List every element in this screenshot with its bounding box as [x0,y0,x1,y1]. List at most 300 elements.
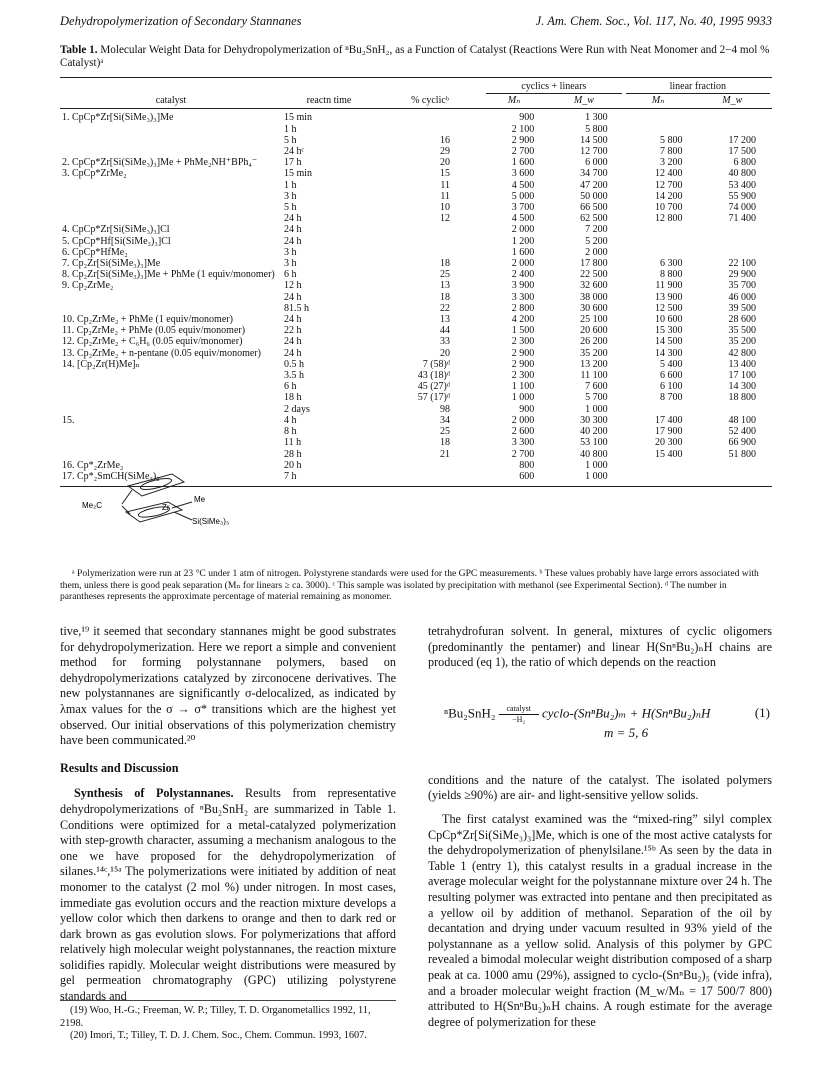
right-column [428,624,772,1030]
cell-lin-mn: 5 800 [660,134,683,146]
cell-catalyst: 13. Cp₂ZrMe₂ + n-pentane (0.05 equiv/monomer) [62,347,261,359]
cell-mn: 2 000 [511,414,535,426]
cell-cyclic: 15 [440,168,450,180]
table-row [60,292,772,303]
cell-catalyst [60,202,282,213]
table-row [60,303,772,314]
cell-lin-mn: 11 900 [655,280,683,292]
cell-lin-mw [693,236,772,247]
cell-lin-mn: 12 400 [655,168,683,180]
table-row [60,180,772,191]
cell-cyclic [376,236,484,247]
cell-time: 15 min [284,168,313,180]
table-row [60,191,772,202]
cell-mw: 26 200 [580,336,608,348]
cell-mn: 2 900 [511,134,535,146]
cell-lin-mn: 15 400 [655,448,683,460]
footnote-20: (20) Imori, T.; Tilley, T. D. J. Chem. Soc., Chem. Commun. 1993, 1607. [70,1030,367,1042]
cell-mw: 11 100 [580,370,608,382]
cell-lin-mw: 74 000 [728,202,756,214]
cell-cyclic: 29 [440,146,450,158]
cell-lin-mn: 10 700 [655,202,683,214]
cell-catalyst: 1. CpCp*Zr[Si(SiMe₃)₃]Me [62,112,174,124]
group-linear-fraction: linear fraction [624,78,772,95]
cell-cyclic: 7 (58)ᵈ [422,358,450,370]
eq-subscript-note: m = 5, 6 [604,724,649,740]
cell-mn: 600 [484,471,544,487]
cell-time: 24 hᶜ [284,146,305,158]
cell-time: 3.5 h [284,370,304,382]
cell-lin-mw: 39 500 [728,302,756,314]
cell-catalyst: 5. CpCp*Hf[Si(SiMe₃)₃]Cl [62,235,171,247]
cell-catalyst: 10. Cp₂ZrMe₂ + PhMe (1 equiv/monomer) [62,314,233,326]
table-group-header-row [60,78,772,95]
cell-lin-mn: 12 700 [655,179,683,191]
cell-time: 24 h [284,336,302,348]
cell-cyclic: 98 [440,403,450,415]
left-para-1: tive,¹⁹ it seemed that secondary stannanes might be good substrates for dehydropolymerization. Here we report a simple and convenient method for forming polystannane polymers, based on dehydropolymerizations catalyzed by zirconocene derivatives. The new polystannanes are significantly σ-delocalized, as indicated by λmax values for the σ → σ* transitions which are the highest yet observed. Our initial observations of this polymerization chemistry have been communicated.²⁰ [60,624,396,748]
cell-mn: 2 000 [511,258,535,270]
cell-lin-mn: 17 400 [655,414,683,426]
subheading: Synthesis of Polystannanes. [74,786,234,801]
cell-lin-mw: 42 800 [728,347,756,359]
cell-catalyst [60,381,282,392]
cell-time: 24 h [284,213,302,225]
eq-arrow-bottom: −H₂ [512,714,526,724]
table-row [60,124,772,135]
eq-arrow [499,705,539,724]
cell-mn: 4 500 [511,213,535,225]
cell-catalyst [60,292,282,303]
cell-lin-mw: 51 800 [728,448,756,460]
cell-lin-mw: 55 900 [728,190,756,202]
cell-mw: 25 100 [580,314,608,326]
header-journal: J. Am. Chem. Soc., Vol. 117, No. 40, 1995 9933 [535,14,772,28]
page-footnotes [60,1000,396,1043]
cell-lin-mn: 3 200 [660,157,683,169]
cell-mn: 4 500 [511,179,535,191]
cell-lin-mw: 17 500 [728,146,756,158]
cell-time: 28 h [284,448,302,460]
cell-lin-mn: 8 700 [660,392,683,404]
table-footnote: ᵃ Polymerization were run at 23 °C under 1 atm of nitrogen. Polystyrene standards were used for the GPC measurements. ᵇ These values probably have large errors associated with them, unless there is good peak separation (Mₙ for linears ≥ ca. 3000). ᶜ This sample was isolated by precipitation with methanol (see Experimental Section). ᵈ The number in parantheses represents the approximate percentage of material remaining as monomer. [60,568,759,602]
cell-catalyst [60,213,282,224]
cell-mn: 1 000 [511,392,535,404]
cell-lin-mn: 14 200 [655,190,683,202]
cell-mw: 14 500 [580,134,608,146]
cell-lin-mn: 6 300 [660,258,683,270]
cell-lin-mw: 48 100 [728,414,756,426]
cell-mw: 1 000 [585,459,608,471]
lower-cp-ring [126,502,182,522]
cell-mw: 53 100 [580,437,608,449]
table-row [60,426,772,437]
cell-lin-mw: 35 700 [728,280,756,292]
cell-lin-mn: 14 500 [655,336,683,348]
cell-mn: 3 900 [511,280,535,292]
cell-catalyst [60,135,282,146]
cell-cyclic [376,471,484,487]
cell-lin-mn: 8 800 [660,269,683,281]
cell-time: 6 h [284,381,297,393]
cell-mw: 66 500 [580,202,608,214]
cell-catalyst [60,426,282,437]
cell-time: 6 h [284,269,297,281]
cell-catalyst [60,303,282,314]
cell-lin-mn [624,124,693,135]
table-row [60,247,772,258]
cell-cyclic: 18 [440,258,450,270]
cell-mn: 4 200 [511,314,535,326]
cell-mn: 2 600 [511,426,535,438]
cell-mw: 13 200 [580,358,608,370]
header-title: Dehydropolymerization of Secondary Stannanes [60,14,302,28]
struct-zr: Zr [162,503,170,512]
cell-lin-mn [624,236,693,247]
table-row [60,415,772,426]
cell-cyclic: 13 [440,280,450,292]
data-table [60,77,772,487]
struct-si: Si(SiMe₃)₃ [192,517,230,526]
cell-lin-mw: 71 400 [728,213,756,225]
cell-mn: 2 100 [511,123,535,135]
cell-time: 24 h [284,235,302,247]
upper-cp-ring [128,474,184,496]
right-para-2: conditions and the nature of the catalyst. The isolated polymers (yields ≥90%) are air- and light-sensitive yellow solids. [428,772,772,803]
equation-1 [428,687,772,773]
catalyst-15-structure [80,468,250,530]
cell-time: 1 h [284,179,297,191]
right-para-3: The first catalyst examined was the “mixed-ring” silyl complex CpCp*Zr[Si(SiMe₃)₃]Me, which is one of the most active catalysts for the dehydropolymerization of phenylsilane.¹⁵ᵇ As seen by the data in Table 1 (entry 1), this catalyst results in a gradual increase in the average molecular weight for the polystannane mixture over 24 h. The resulting polymer was extracted into pentane and then precipitated as a yellow oil by addition of methanol. Separation of the oil by decantation and drying under vacuum resulted in 93% yield of the polystannane as a yellow solid. Analysis of this polymer by GPC revealed a bimodal molecular weight distribution composed of a sharp peak at ca. 1000 amu (29%), assigned to cyclo-(SnⁿBu₂)₅ (vide infra), and a broader molecular weight fraction (M_w/Mₙ = 17 500/7 800) attributed to H(SnⁿBu₂)ₙH chains. A rough estimate for the average degree of polymerization for these [428,811,772,1029]
cell-lin-mw: 52 400 [728,426,756,438]
cell-cyclic: 13 [440,314,450,326]
cell-mn: 1 600 [511,157,535,169]
struct-me2c: Me₂C [82,501,102,510]
cell-cyclic: 33 [440,336,450,348]
table-row [60,236,772,247]
cell-lin-mw: 35 500 [728,325,756,337]
cell-lin-mw [693,247,772,258]
cell-lin-mn: 12 500 [655,302,683,314]
cell-time: 7 h [282,471,376,487]
cell-cyclic [376,247,484,258]
cell-catalyst [60,404,282,415]
table-row [60,437,772,448]
col-header-lin-mw: M_w [693,94,772,109]
cell-lin-mw [693,471,772,487]
cell-catalyst [60,180,282,191]
cell-mw: 7 600 [585,381,608,393]
cell-lin-mn: 17 900 [655,426,683,438]
cell-catalyst: 16. Cp*₂ZrMe₂ [62,459,124,471]
cell-lin-mn [624,471,693,487]
cell-mn: 3 700 [511,202,535,214]
cell-mw: 20 600 [580,325,608,337]
cell-mw: 17 800 [580,258,608,270]
cell-mw: 1 000 [544,471,623,487]
cell-lin-mw [693,460,772,471]
table-row [60,109,772,124]
cell-mw: 30 600 [580,302,608,314]
left-para-2-text: Results from representative dehydropolymerizations of ⁿBu₂SnH₂ are summarized in Table 1. Conditions were optimized for a metal-catalyzed polymerization with step-growth character, assuming a mechanism analogous to the one we have proposed for the dehydropolymerization of silanes.¹⁴ᶜ,¹⁵ᵃ The polymerizations were initiated by addition of neat monomer to the catalyst (2 mol %) under nitrogen. In most cases, immediate gas evolution occurs and the reaction mixture develops a yellow color which then darkens to orange and then to dark red or dark brown as gas evolution slows. For polymerizations that afford relatively high molecular weight polystannanes, the reaction mixture solidifies rapidly. Molecular weight distributions were measured by gel permeation chromatography (GPC) utilizing polystyrene standards and [60,786,396,1004]
cell-lin-mw [693,124,772,135]
cell-time: 20 h [284,459,302,471]
cell-lin-mn: 6 600 [660,370,683,382]
left-column [60,624,396,1005]
cell-cyclic [376,224,484,235]
table-row [60,314,772,325]
cell-mn: 5 000 [511,190,535,202]
cell-lin-mn: 7 800 [660,146,683,158]
cell-catalyst: 7. Cp₂Zr[Si(SiMe₃)₃]Me [62,258,161,270]
cell-lin-mw: 40 800 [728,168,756,180]
cell-cyclic: 25 [440,269,450,281]
cell-lin-mn: 13 900 [655,291,683,303]
cell-lin-mw: 53 400 [728,179,756,191]
cell-catalyst [60,449,282,460]
table-header-row [60,94,772,109]
cell-lin-mw: 22 100 [728,258,756,270]
cell-cyclic: 20 [440,347,450,359]
cell-mn: 2 400 [511,269,535,281]
cell-catalyst [60,392,282,403]
table-row [60,157,772,168]
cell-mw: 34 700 [580,168,608,180]
cell-lin-mn [624,404,693,415]
cell-cyclic: 18 [440,291,450,303]
cell-mn: 1 500 [511,325,535,337]
cell-mw: 5 700 [585,392,608,404]
group-cyclics-linears: cyclics + linears [484,78,624,95]
cell-cyclic: 18 [440,437,450,449]
cell-mw: 22 500 [580,269,608,281]
cell-mn: 1 100 [511,381,535,393]
cell-cyclic: 22 [440,302,450,314]
cell-mw: 2 000 [585,246,608,258]
cell-mn: 2 700 [511,146,535,158]
cell-time: 3 h [284,190,297,202]
cell-lin-mn: 14 300 [655,347,683,359]
cell-time: 24 h [284,224,302,236]
cell-cyclic: 11 [440,190,450,202]
table-label: Table 1. [60,44,98,56]
cell-lin-mw: 46 000 [728,291,756,303]
table-row [60,359,772,370]
cell-lin-mw: 6 800 [733,157,756,169]
cell-lin-mw: 28 600 [728,314,756,326]
cell-cyclic [376,124,484,135]
cell-time: 24 h [284,291,302,303]
cell-lin-mn: 12 800 [655,213,683,225]
cell-mw: 1 300 [585,112,608,124]
cell-time: 81.5 h [284,302,309,314]
cell-lin-mw: 17 100 [728,370,756,382]
cell-mw: 38 000 [580,291,608,303]
cell-lin-mw: 29 900 [728,269,756,281]
cell-mw: 50 000 [580,190,608,202]
cell-catalyst [60,370,282,381]
cell-time: 17 h [284,157,302,169]
cell-mn: 1 200 [511,235,535,247]
cell-catalyst: 9. Cp₂ZrMe₂ [62,280,114,292]
cell-lin-mw [693,224,772,235]
cell-cyclic: 20 [440,157,450,169]
table-row [60,146,772,157]
cell-mn: 3 300 [511,437,535,449]
col-header-mw: M_w [544,94,623,109]
cell-cyclic: 10 [440,202,450,214]
cell-mw: 6 000 [585,157,608,169]
cell-catalyst: 8. Cp₂Zr[Si(SiMe₃)₃]Me + PhMe (1 equiv/monomer) [62,269,275,281]
cell-catalyst [60,191,282,202]
col-header-cyclic: % cyclicᵇ [376,94,484,109]
eq-rhs: cyclo-(SnⁿBu₂)ₘ + H(SnⁿBu₂)ₙH [541,705,711,721]
cell-mw: 5 200 [585,235,608,247]
cell-mn: 2 900 [511,358,535,370]
cell-catalyst: 2. CpCp*Zr[Si(SiMe₃)₃]Me + PhMe₂NH⁺BPh₄⁻ [62,157,258,169]
cell-lin-mn: 10 600 [655,314,683,326]
cell-lin-mn: 6 100 [660,381,683,393]
cell-lin-mn [624,224,693,235]
cell-mn: 2 800 [511,302,535,314]
cell-catalyst: 15. [62,414,75,426]
cell-time: 24 h [284,314,302,326]
cell-cyclic: 11 [440,179,450,191]
table-row [60,135,772,146]
cell-cyclic [376,109,484,124]
cell-lin-mw: 13 400 [728,358,756,370]
cell-time: 3 h [284,258,297,270]
cell-time: 12 h [284,280,302,292]
cell-mn: 1 600 [511,246,535,258]
running-header [60,14,772,32]
cell-mw: 1 000 [585,403,608,415]
cell-cyclic: 45 (27)ᵈ [417,381,450,393]
cell-cyclic: 43 (18)ᵈ [417,370,450,382]
cell-time: 15 min [284,112,313,124]
section-heading: Results and Discussion [60,760,179,775]
cell-mw: 32 600 [580,280,608,292]
cell-catalyst: 3. CpCp*ZrMe₂ [62,168,127,180]
cell-catalyst: 12. Cp₂ZrMe₂ + C₆H₆ (0.05 equiv/monomer) [62,336,243,348]
table-row [60,348,772,359]
table-row [60,269,772,280]
cell-lin-mw: 35 200 [728,336,756,348]
col-header-lin-mn: Mₙ [624,94,693,109]
cell-mw: 12 700 [580,146,608,158]
cell-mw: 5 800 [585,123,608,135]
cell-cyclic [376,460,484,471]
cell-time: 3 h [284,246,297,258]
cell-mw: 40 800 [580,448,608,460]
table-row [60,202,772,213]
left-para-2 [60,786,396,1004]
cell-cyclic: 12 [440,213,450,225]
cell-mn: 2 000 [511,224,535,236]
cell-cyclic: 16 [440,134,450,146]
cell-mn: 2 900 [511,347,535,359]
cell-mw: 62 500 [580,213,608,225]
cell-time: 24 h [284,347,302,359]
cell-time: 1 h [284,123,297,135]
cell-catalyst [60,124,282,135]
cell-time: 5 h [284,202,297,214]
table-row [60,224,772,235]
cell-time: 5 h [284,134,297,146]
cell-mn: 2 300 [511,336,535,348]
table-row [60,381,772,392]
cell-mw: 7 200 [585,224,608,236]
cell-lin-mw [693,109,772,124]
cell-catalyst [60,146,282,157]
cell-lin-mw: 17 200 [728,134,756,146]
table-row [60,449,772,460]
table-caption-text: Molecular Weight Data for Dehydropolymerization of ⁿBu₂SnH₂, as a Function of Catalyst (Reactions Were Run with Neat Monomer and 2−4 mol % Catalyst)ᵃ [60,44,770,69]
cell-lin-mw: 18 800 [728,392,756,404]
cell-lin-mn [624,247,693,258]
cell-mn: 3 300 [511,291,535,303]
cell-mw: 47 200 [580,179,608,191]
cell-time: 8 h [284,426,297,438]
table-row [60,325,772,336]
cell-mn: 900 [519,403,535,415]
cell-lin-mw [693,404,772,415]
cell-time: 11 h [284,437,302,449]
col-header-catalyst: catalyst [60,94,282,109]
table-row [60,336,772,347]
cell-catalyst: 14. [Cp₂Zr(H)Me]ₙ [62,358,140,370]
cell-cyclic: 25 [440,426,450,438]
cell-catalyst [60,437,282,448]
table-caption [60,44,772,70]
cell-mn: 900 [519,112,535,124]
cell-catalyst: 17. Cp*₂SmCH(SiMe₃)₂ [60,471,282,487]
eq-arrow-top: catalyst [506,703,531,713]
table-row [60,258,772,269]
col-header-mn: Mₙ [484,94,544,109]
table-row [60,213,772,224]
eq-lhs: ⁿBu₂SnH₂ [444,705,496,721]
cell-lin-mw: 14 300 [728,381,756,393]
cell-cyclic: 34 [440,414,450,426]
cell-mn: 2 700 [511,448,535,460]
right-para-1: tetrahydrofuran solvent. In general, mixtures of cyclic oligomers (predominantly the pentamer) and linear H(SnⁿBu₂)ₙH chains are produced (eq 1), the ratio of which depends on the reaction [428,624,772,670]
cell-time: 18 h [284,392,302,404]
table-row [60,168,772,179]
cell-mw: 40 200 [580,426,608,438]
eq-number: (1) [754,704,770,720]
cell-catalyst: 11. Cp₂ZrMe₂ + PhMe (0.05 equiv/monomer) [62,325,246,337]
cell-time: 2 days [284,403,310,415]
cell-cyclic: 44 [440,325,450,337]
cell-lin-mn: 20 300 [655,437,683,449]
table-row [60,392,772,403]
cell-cyclic: 21 [440,448,450,460]
cell-lin-mn [624,109,693,124]
cell-mw: 35 200 [580,347,608,359]
table-row [60,280,772,291]
cell-mn: 800 [519,459,535,471]
cell-mn: 2 300 [511,370,535,382]
cell-cyclic: 57 (17)ᵈ [417,392,450,404]
cell-time: 22 h [284,325,302,337]
cell-time: 4 h [284,414,297,426]
table-row [60,370,772,381]
cell-mw: 30 300 [580,414,608,426]
table-row [60,404,772,415]
footnote-19: (19) Woo, H.-G.; Freeman, W. P.; Tilley, T. D. Organometallics 1992, 11, 2198. [60,1005,371,1029]
cell-time: 0.5 h [284,358,304,370]
